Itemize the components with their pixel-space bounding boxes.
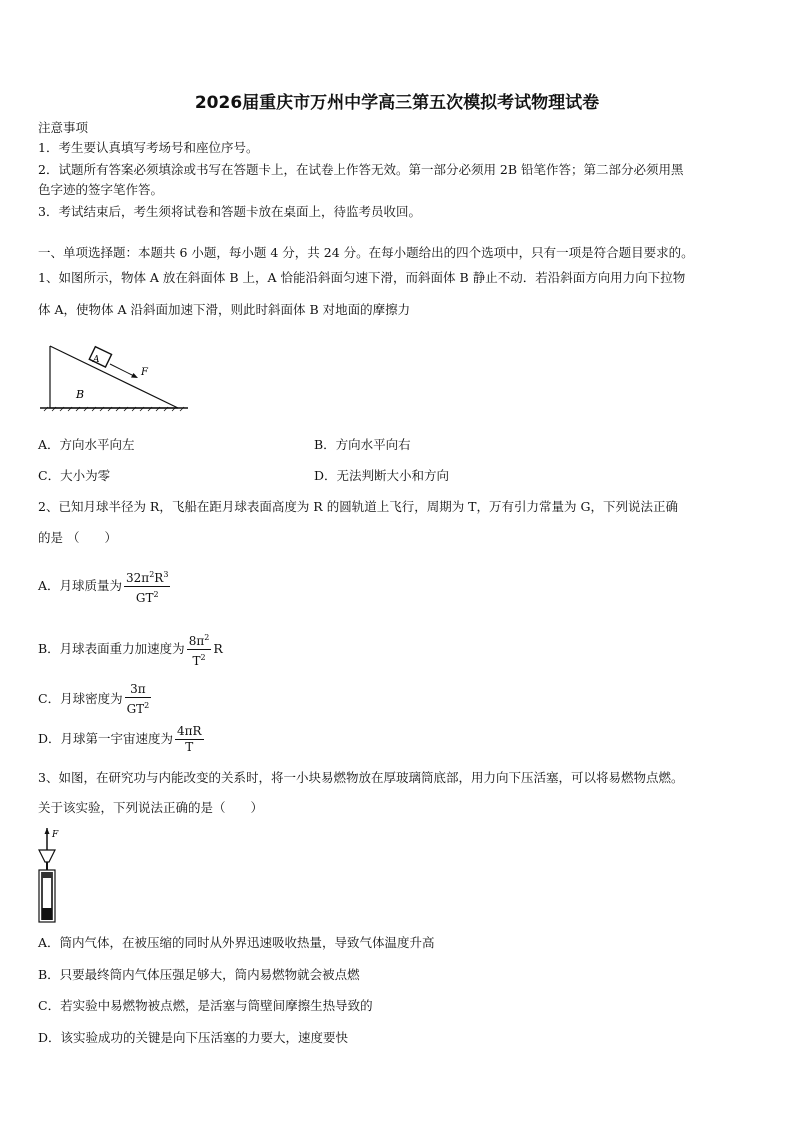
notice-heading: 注意事项 (38, 120, 89, 135)
notice-item-1: 1．考生要认真填写考场号和座位序号。 (38, 140, 259, 155)
q1-option-a[interactable]: A．方向水平向左 (38, 437, 135, 452)
notice-item-2a: 2．试题所有答案必须填涂或书写在答题卡上，在试卷上作答无效。第一部分必须用 2B 铅笔作答；第二部分必须用黑 (38, 162, 684, 177)
q2-option-d-label: D．月球第一宇宙速度为 (38, 731, 174, 746)
q1-stem-line2: 体 A，使物体 A 沿斜面加速下滑，则此时斜面体 B 对地面的摩擦力 (38, 302, 411, 317)
q2-option-d[interactable] (38, 724, 206, 755)
exam-title: 2026届重庆市万州中学高三第五次模拟考试物理试卷 (194, 93, 600, 113)
velocity-fraction: $\frac{4\pi R}{T}$ (177, 724, 202, 754)
q2-option-c-label: C．月球密度为 (38, 691, 123, 706)
q3-option-b[interactable]: B．只要最终筒内气体压强足够大，筒内易燃物就会被点燃 (38, 967, 360, 982)
q2-option-a[interactable] (38, 567, 172, 606)
q2-option-a-label: A．月球质量为 (38, 578, 123, 593)
section-heading: 一、单项选择题：本题共 6 小题，每小题 4 分，共 24 分。在每小题给出的四个选项中，只有一项是符合题目要求的。 (38, 245, 694, 260)
mass-fraction: $\frac{32\pi^2R^3}{GT^2}$ (124, 567, 170, 606)
notice-item-2b: 色字迹的签字笔作答。 (38, 182, 164, 197)
q2-stem-line2: 的是 （ ） (38, 530, 117, 545)
tinder (42, 908, 52, 920)
q3-stem-line2: 关于该实验，下列说法正确的是（ ） (38, 800, 264, 815)
incline-figure (38, 340, 198, 415)
q3-stem-line1: 3、如图，在研究功与内能改变的关系时，将一小块易燃物放在厚玻璃筒底部，用力向下压活塞，可以将易燃物点燃。 (38, 770, 684, 785)
fig-label-f: F (141, 367, 148, 378)
q3-option-c[interactable]: C．若实验中易燃物被点燃，是活塞与筒壁间摩擦生热导致的 (38, 998, 373, 1013)
fig-label-a: A (93, 355, 100, 365)
fig-label-b: B (76, 388, 85, 401)
q1-option-d[interactable]: D．无法判断大小和方向 (314, 468, 450, 483)
q1-stem-line1: 1、如图所示，物体 A 放在斜面体 B 上，A 恰能沿斜面匀速下滑，而斜面体 B 静止不动．若沿斜面方向用力向下拉物 (38, 270, 686, 285)
notice-item-3: 3．考试结束后，考生须将试卷和答题卡放在桌面上，待监考员收回。 (38, 204, 421, 219)
q2-option-b[interactable]: B．月球表面重力加速度为 $\frac{8\pi^2}{T^2}$ R (38, 630, 223, 669)
q2-option-b-label: B．月球表面重力加速度为 (38, 641, 185, 656)
glass-tube-figure (34, 826, 68, 924)
q1-option-b[interactable]: B．方向水平向右 (314, 437, 411, 452)
q3-option-d[interactable]: D．该实验成功的关键是向下压活塞的力要大，速度要快 (38, 1030, 349, 1045)
gravity-fraction: $\frac{8\pi^2}{T^2}$ (187, 630, 212, 669)
q2-option-c[interactable] (38, 682, 153, 717)
density-fraction: $\frac{3\pi}{GT^2}$ (126, 682, 150, 716)
q3-option-a[interactable]: A．筒内气体，在被压缩的同时从外界迅速吸收热量，导致气体温度升高 (38, 935, 435, 950)
q2-stem-line1: 2、已知月球半径为 R，飞船在距月球表面高度为 R 的圆轨道上飞行，周期为 T，万有引力常量为 G，下列说法正确 (38, 499, 678, 514)
fig-label-f: F (52, 830, 59, 840)
q1-option-c[interactable]: C．大小为零 (38, 468, 111, 483)
